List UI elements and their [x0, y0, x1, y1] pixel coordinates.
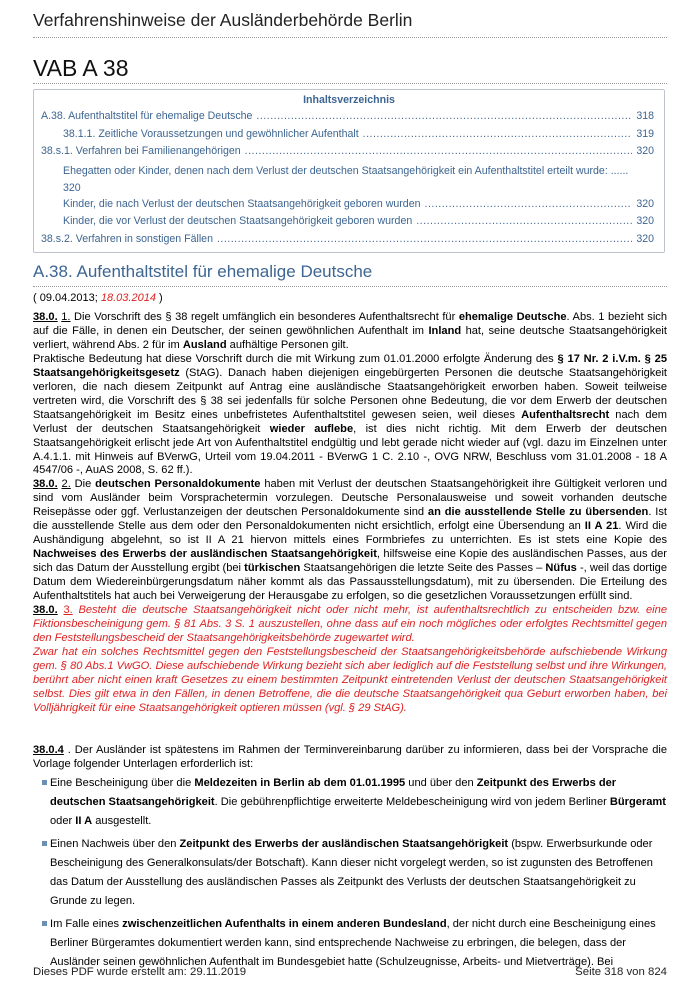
toc-entry[interactable]: A.38. Aufenthaltstitel für ehemalige Deutsche ..... 318 [34, 110, 664, 128]
list-item: Im Falle eines zwischenzeitlichen Aufenthalts in einem anderen Bundesland, der nicht durch eine Bescheinigung eines Berliner Bürgeramtes dokumentiert werden kann, sind entsprechende Nachweise zu erbringen, die belegen, dass der Ausländer seinen gewöhnlichen Aufenthalt im Bundesgebiet hatte (Schulzeugnisse, Arbeits- und Mietverträge). Bei [33, 915, 667, 972]
toc-heading: Inhaltsverzeichnis [303, 94, 395, 106]
paragraph-suspensive-effect: Zwar hat ein solches Rechtsmittel gegen den Feststellungsbescheid der Staatsangehörigkeitsbehörde aufschiebende Wirkung gem. § 80 Abs.1 VwGO. Diese aufschiebende Wirkung bezieht sich aber lediglich auf die Feststellung selbst und ihre Wirkungen, berührt aber nicht einen kraft Gesetzes zu einem bestimmten Zeitpunkt eintretenden Verlust der deutschen Staatsangehörigkeit selbst. Dies gilt etwa in den Fällen, in denen Betroffene, die die deutsche Staatsangehörigkeit qua Geburt erworben haben, bei Volljährigkeit für eine Staatsangehörigkeit optieren müssen (vgl. § 29 StAG). [33, 645, 667, 714]
list-item: Einen Nachweis über den Zeitpunkt des Erwerbs der ausländischen Staatsangehörigkeit (bspw. Erwerbsurkunde oder Bescheinigung des Generalkonsulats/der Botschaft). Kann dieser nicht vorgelegt werden, so ist zugunsten des Betroffenen das Datum der Ausstellung des ausländischen Passes als Zeitpunkt des Verlusts der deutschen Staatsangehörigkeit zu Grunde zu legen. [33, 835, 667, 911]
list-item: Eine Bescheinigung über die Meldezeiten in Berlin ab dem 01.01.1995 und über den Zeitpunkt des Erwerbs der deutschen Staatsangehörigkeit. Die gebührenpflichtige erweiterte Meldebescheinigung wird von jedem Berliner Bürgeramt oder II A ausgestellt. [33, 774, 667, 831]
section-title: A.38. Aufenthaltstitel für ehemalige Deutsche [33, 262, 667, 287]
page-footer [33, 966, 667, 978]
page-number: Seite 318 von 824 [575, 966, 667, 978]
date-line: ( 09.04.2013; 18.03.2014 ) [33, 292, 163, 304]
toc-entry[interactable]: 38.1.1. Zeitliche Voraussetzungen und gewöhnlicher Aufenthalt ..... 319 [34, 128, 664, 146]
paragraph-practical: Praktische Bedeutung hat diese Vorschrift durch die mit Wirkung zum 01.01.2000 erfolgte Änderung des § 17 Nr. 2 i.V.m. § 25 Staatsangehörigkeitsgesetz (StAG). Danach haben diejenigen eingebürgerten Personen die deutsche Staatsangehörigkeit verloren, die nach diesem Zeitpunkt auf Antrag eine ausländische Staatsangehörigkeit erworben haben. Soweit teilweise vertreten wird, die Vorschrift des § 38 sei jedenfalls für solche Personen ohne Bedeutung, die vor dem Erwerb der deutschen Staatsangehörigkeit im Besitz eines unbefristetes Aufenthaltstitel gewesen seien, weil dieses Aufenthaltsrecht nach dem Verlust der deutschen Staatsangehörigkeit wieder auflebe, ist dies nicht richtig. Mit dem Erwerb der deutschen Staatsangehörigkeit erlischt jede Art von Aufenthaltstitel endgültig und lebt gerade nicht wieder auf (vgl. dazu im Einzelnen unter A.4.1.1. mit Hinweis auf BVerwG, Urteil vom 19.04.2011 - BVerwG 1 C. 2.10 -, OVG NRW, Beschluss vom 31.01.2008 - 18 A 4547/06 -, AuAS 2008, S. 62 ff.). [33, 352, 667, 477]
toc-entry[interactable]: Kinder, die vor Verlust der deutschen Staatsangehörigkeit geboren wurden ..... 320 [34, 215, 664, 233]
toc-entry[interactable]: Kinder, die nach Verlust der deutschen Staatsangehörigkeit geboren wurden ..... 320 [34, 198, 664, 216]
page-header: Verfahrenshinweise der Ausländerbehörde Berlin [33, 10, 667, 38]
toc-entry[interactable]: Ehegatten oder Kinder, denen nach dem Verlust der deutschen Staatsangehörigkeit ein Aufenthaltstitel erteilt wurde: ...... 320 [63, 164, 629, 194]
paragraph-38-0-4: 38.0.4 . Der Ausländer ist spätestens im Rahmen der Terminvereinbarung darüber zu informieren, dass bei der Vorsprache die Vorlage folgender Unterlagen erforderlich ist: [33, 743, 667, 770]
paragraph-38-0-1: 38.0. 1. Die Vorschrift des § 38 regelt umfänglich ein besonderes Aufenthaltsrecht für ehemalige Deutsche. Abs. 1 bezieht sich auf die Fälle, in denen ein Deutscher, der seinen gewöhnlichen Aufenthalt im Inland hat, seine deutsche Staatsangehörigkeit verliert, während Abs. 2 für im Ausland aufhältige Personen gilt. [33, 311, 668, 351]
toc-entry[interactable]: 38.s.1. Verfahren bei Familienangehörigen ..... 320 [34, 145, 664, 163]
document-title: VAB A 38 [33, 55, 129, 81]
title-divider [33, 83, 667, 84]
created-date: Dieses PDF wurde erstellt am: 29.11.2019 [33, 966, 247, 978]
amended-date: 18.03.2014 [100, 292, 156, 304]
required-documents-list [33, 774, 667, 972]
toc-entry[interactable]: 38.s.2. Verfahren in sonstigen Fällen ..... 320 [34, 233, 664, 251]
document-body [33, 311, 667, 976]
paragraph-38-0-2: 38.0. 2. Die deutschen Personaldokumente haben mit Verlust der deutschen Staatsangehörigkeit ihre Gültigkeit verloren und sind vom Ausländer beim Vorsprachetermin vorzulegen. Deutsche Personalausweise und soweit vorhanden deutsche Reisepässe oder ggf. Verlustanzeigen der deutschen Personaldokumente sind an die ausstellende Stelle zu übersenden. Ist die ausstellende Stelle aus dem oder den Personaldokumenten nicht ersichtlich, erfolgt eine Übersendung an II A 21. Wird die Aushändigung abgelehnt, so ist II A 21 hiervon mittels eines Formbriefes zu unterrichten. Es ist stets eine Kopie des Nachweises des Erwerbs der ausländischen Staatsangehörigkeit, hilfsweise eine Kopie des ausländischen Passes, aus der sich das Datum der Ausstellung ergibt (bei türkischen Staatsangehörigen die letzte Seite des Passes – Nüfus -, weil das dortige Datum dem Wiedereinbürgerungsdatum näher kommt als das Passausstellungsdatum), mit zu übersenden. Die Erteilung des Aufenthaltstitels hat auch bei Verweigerung der Herausgabe zu erfolgen, so die gesetzlichen Voraussetzungen erfüllt sind. [33, 478, 668, 603]
table-of-contents [33, 89, 665, 253]
paragraph-38-0-3: 38.0. 3. Besteht die deutsche Staatsangehörigkeit nicht oder nicht mehr, ist aufenthaltsrechtlich zu entscheiden bzw. eine Fiktionsbescheinigung gem. § 81 Abs. 3 S. 1 auszustellen, ohne dass auf ein noch mögliches oder erfolgtes Rechtsmittel gegen den Feststellungsbescheid der Staatsangehörigkeitsbehörde zugewartet wird. [33, 604, 667, 644]
